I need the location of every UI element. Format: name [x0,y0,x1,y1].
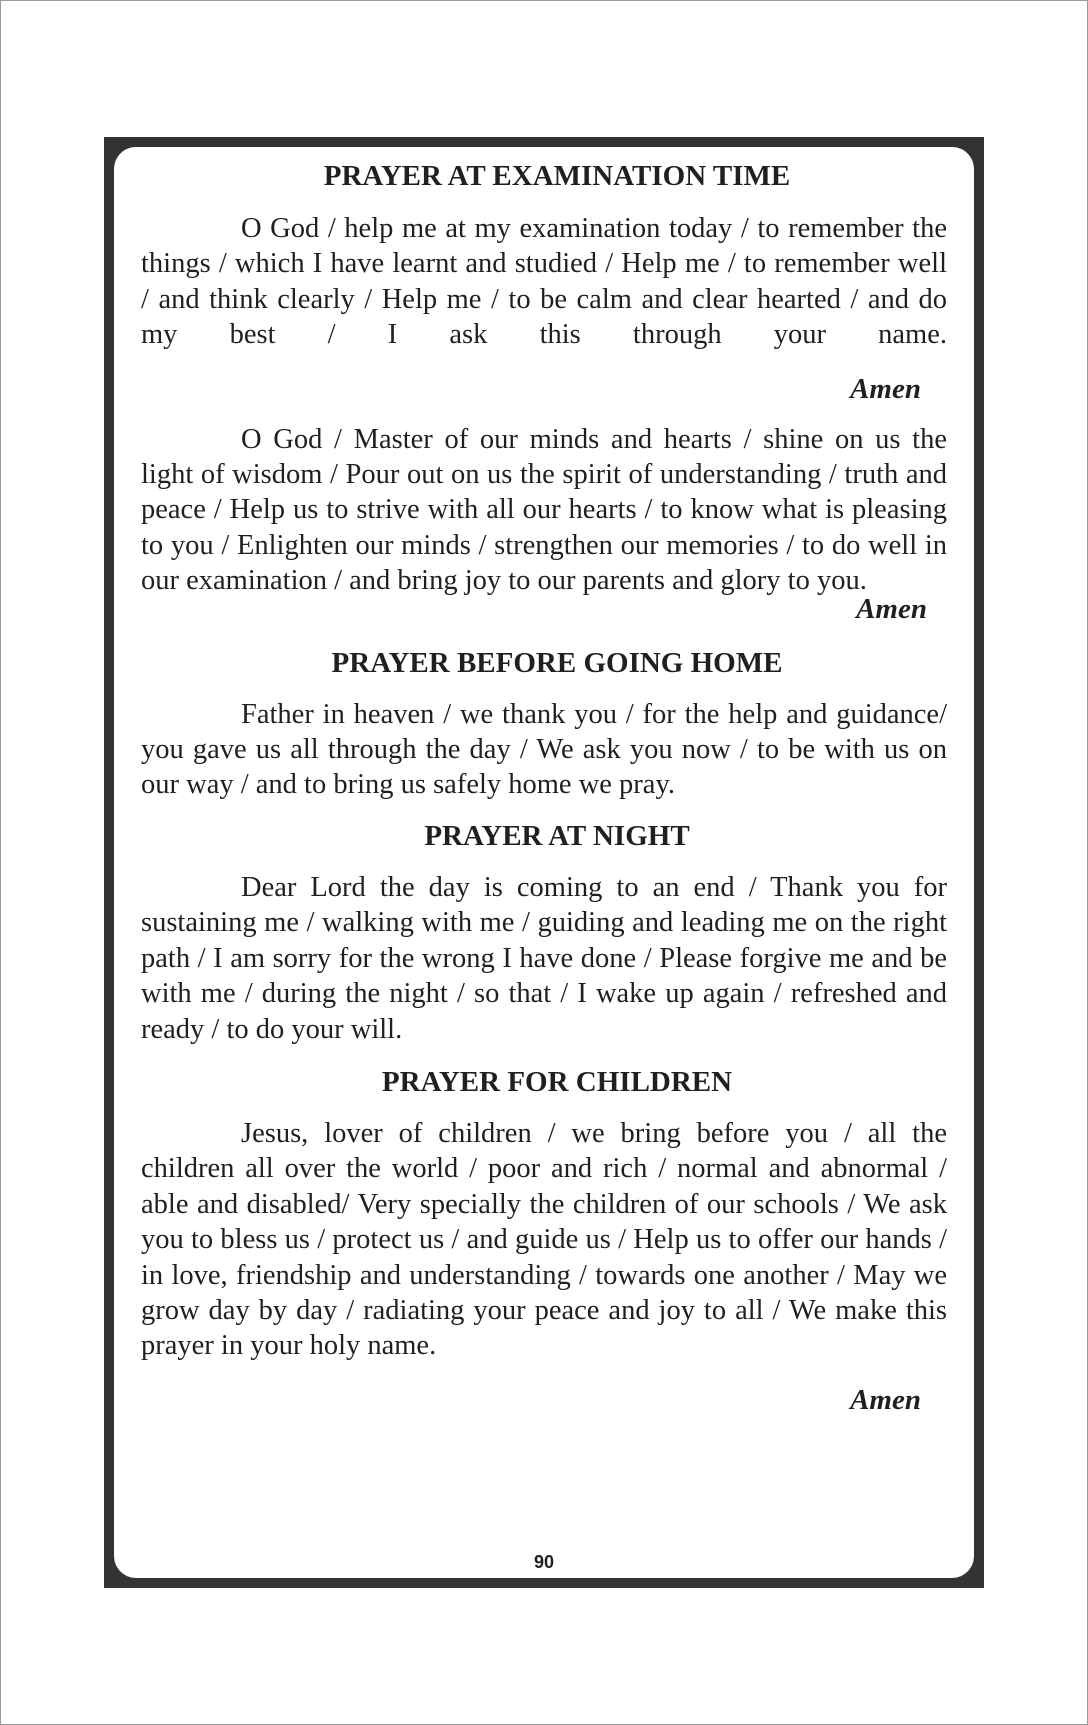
section-heading: PRAYER AT NIGHT [424,819,690,852]
section-children [141,1063,947,1418]
prayer-paragraph: O God / help me at my examination today / to remember the things / which I have learnt and studied / Help me / to remember well / and think clearly / Help me / to be calm and clear hearted / and do my best / I ask this through your name. [141,213,947,351]
section-heading: PRAYER AT EXAMINATION TIME [323,160,791,192]
section-going-home [141,644,947,803]
section-night [141,817,947,1047]
amen-closing: Amen [856,592,927,625]
section-examination [141,157,947,627]
amen-closing: Amen [850,372,921,405]
prayer-content [141,157,947,1418]
prayer-paragraph: O God / Master of our minds and hearts / shine on us the light of wisdom / Pour out on us the spirit of understanding / truth and peace / Help us to strive with all our hearts / to know what is pleasing to you / Enlighten our minds / strengthen our memories / to do well in our examination / and bring joy to our parents and glory to you. [141,423,947,597]
section-heading: PRAYER BEFORE GOING HOME [331,646,783,679]
prayer-paragraph: Dear Lord the day is coming to an end / Thank you for sustaining me / walking with me / guiding and leading me on the right path / I am sorry for the wrong I have done / Please forgive me and be with me / during the night / so that / I wake up again / refreshed and ready / to do your will. [141,871,947,1045]
amen-closing: Amen [850,1383,921,1416]
section-heading: PRAYER FOR CHILDREN [381,1065,733,1098]
page-number: 90 [533,1552,555,1572]
prayer-paragraph: Jesus, lover of children / we bring before you / all the children all over the world / poor and rich / normal and abnormal / able and disabled/ Very specially the children of our schools / We ask you to bless us / protect us / and guide us / Help us to offer our hands / in love, friendship and understanding / towards one another / May we grow day by day / radiating your peace and joy to all / We make this prayer in your holy name. [141,1117,947,1362]
prayer-paragraph: Father in heaven / we thank you / for the help and guidance/ you gave us all through the day / We ask you now / to be with us on our way / and to bring us safely home we pray. [141,698,947,801]
